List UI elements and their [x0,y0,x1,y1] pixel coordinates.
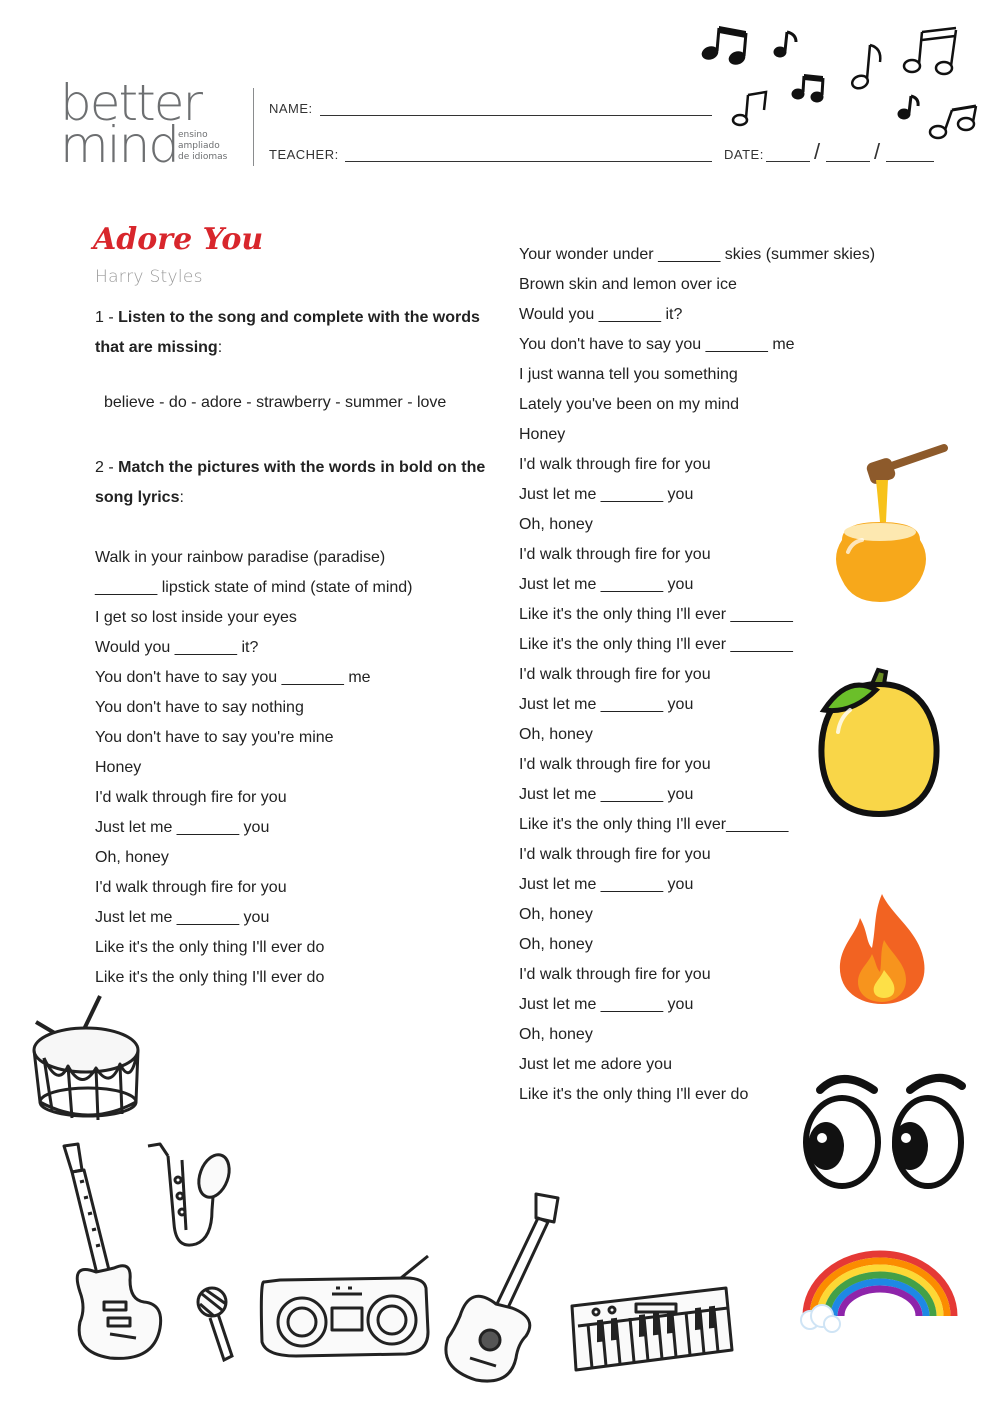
lyric-line: Just let me _______ you [519,996,694,1013]
instruction-2: 2 - Match the pictures with the words in bold on the song lyrics: [95,459,486,506]
lyric-line: You don't have to say you _______ me [519,336,795,353]
date-month-field[interactable] [826,161,870,162]
keyboard-icon [566,1282,736,1374]
lyric-line: Your wonder under _______ skies (summer skies) [519,246,876,263]
lyric-line: Like it's the only thing I'll ever _______ [519,606,793,623]
lyric-line: I'd walk through fire for you [519,666,711,683]
lyric-line: Oh, honey [519,1026,593,1043]
date-separator: / [874,139,881,164]
song-title: Adore You [93,222,264,257]
lyric-line: I'd walk through fire for you [519,756,711,773]
logo-word-better: better [60,74,202,132]
honey-icon [832,440,952,610]
lyric-line: Oh, honey [519,936,593,953]
lyric-line: Just let me _______ you [519,876,694,893]
microphone-icon [192,1284,240,1362]
logo [60,74,240,174]
lyric-line: Would you _______ it? [95,639,259,656]
eyes-icon [798,1066,968,1192]
logo-tagline: ensino ampliado de idiomas [178,130,228,162]
date-day-field[interactable] [766,161,810,162]
lyric-line: I'd walk through fire for you [95,879,287,896]
instruction-1: 1 - Listen to the song and complete with the words that are missing: [95,309,480,356]
lyric-line: You don't have to say you're mine [95,729,334,746]
acoustic-guitar-icon [440,1188,570,1388]
teacher-field[interactable] [345,161,712,162]
lyric-line: Just let me _______ you [519,786,694,803]
rainbow-icon [796,1246,964,1336]
lyric-line: I just wanna tell you something [519,366,738,383]
lyric-line: Just let me adore you [519,1056,672,1073]
lyric-line: I'd walk through fire for you [519,846,711,863]
lyric-line: Honey [95,759,142,776]
fire-icon [836,892,928,1006]
logo-word-mind: mind [60,116,179,174]
lyric-line: Would you _______ it? [519,306,683,323]
lyric-line: Like it's the only thing I'll ever_______ [519,816,789,833]
lyric-line: I'd walk through fire for you [519,546,711,563]
lyric-line: Just let me _______ you [519,486,694,503]
lyric-line: Just let me _______ you [519,576,694,593]
date-year-field[interactable] [886,161,934,162]
song-artist: Harry Styles [95,267,203,287]
lyric-line: I'd walk through fire for you [95,789,287,806]
lyric-line: Oh, honey [95,849,169,866]
header-divider [253,88,254,166]
lyric-line: Honey [519,426,566,443]
music-notes-icon [700,20,990,150]
teacher-label: TEACHER: [269,147,339,162]
lyric-line: You don't have to say nothing [95,699,304,716]
lyric-line: Like it's the only thing I'll ever _______ [519,636,793,653]
name-field[interactable] [320,115,712,116]
lyric-line: Like it's the only thing I'll ever do [95,939,325,956]
lyric-line: I get so lost inside your eyes [95,609,297,626]
lyric-line: I'd walk through fire for you [519,456,711,473]
date-label: DATE: [724,147,764,162]
lyric-line: You don't have to say you _______ me [95,669,371,686]
lyrics-left-column [95,543,413,993]
lyric-line: Walk in your rainbow paradise (paradise) [95,549,386,566]
lyric-line: Oh, honey [519,516,593,533]
lyric-line: Just let me _______ you [95,819,270,836]
lyric-line: Like it's the only thing I'll ever do [519,1086,749,1103]
lyric-line: Brown skin and lemon over ice [519,276,737,293]
lyric-line: Just let me _______ you [95,909,270,926]
lyric-line: _______ lipstick state of mind (state of mind) [95,579,413,596]
lyric-line: Like it's the only thing I'll ever do [95,969,325,986]
lemon-icon [818,662,940,820]
lyric-line: Just let me _______ you [519,696,694,713]
date-separator: / [814,139,821,164]
drum-icon [28,992,148,1124]
lyric-line: I'd walk through fire for you [519,966,711,983]
name-label: NAME: [269,101,313,116]
lyric-line: Lately you've been on my mind [519,396,740,413]
word-bank: believe - do - adore - strawberry - summer - love [104,394,447,411]
boombox-icon [256,1252,436,1362]
lyric-line: Oh, honey [519,906,593,923]
lyric-line: Oh, honey [519,726,593,743]
saxophone-icon [142,1140,234,1258]
